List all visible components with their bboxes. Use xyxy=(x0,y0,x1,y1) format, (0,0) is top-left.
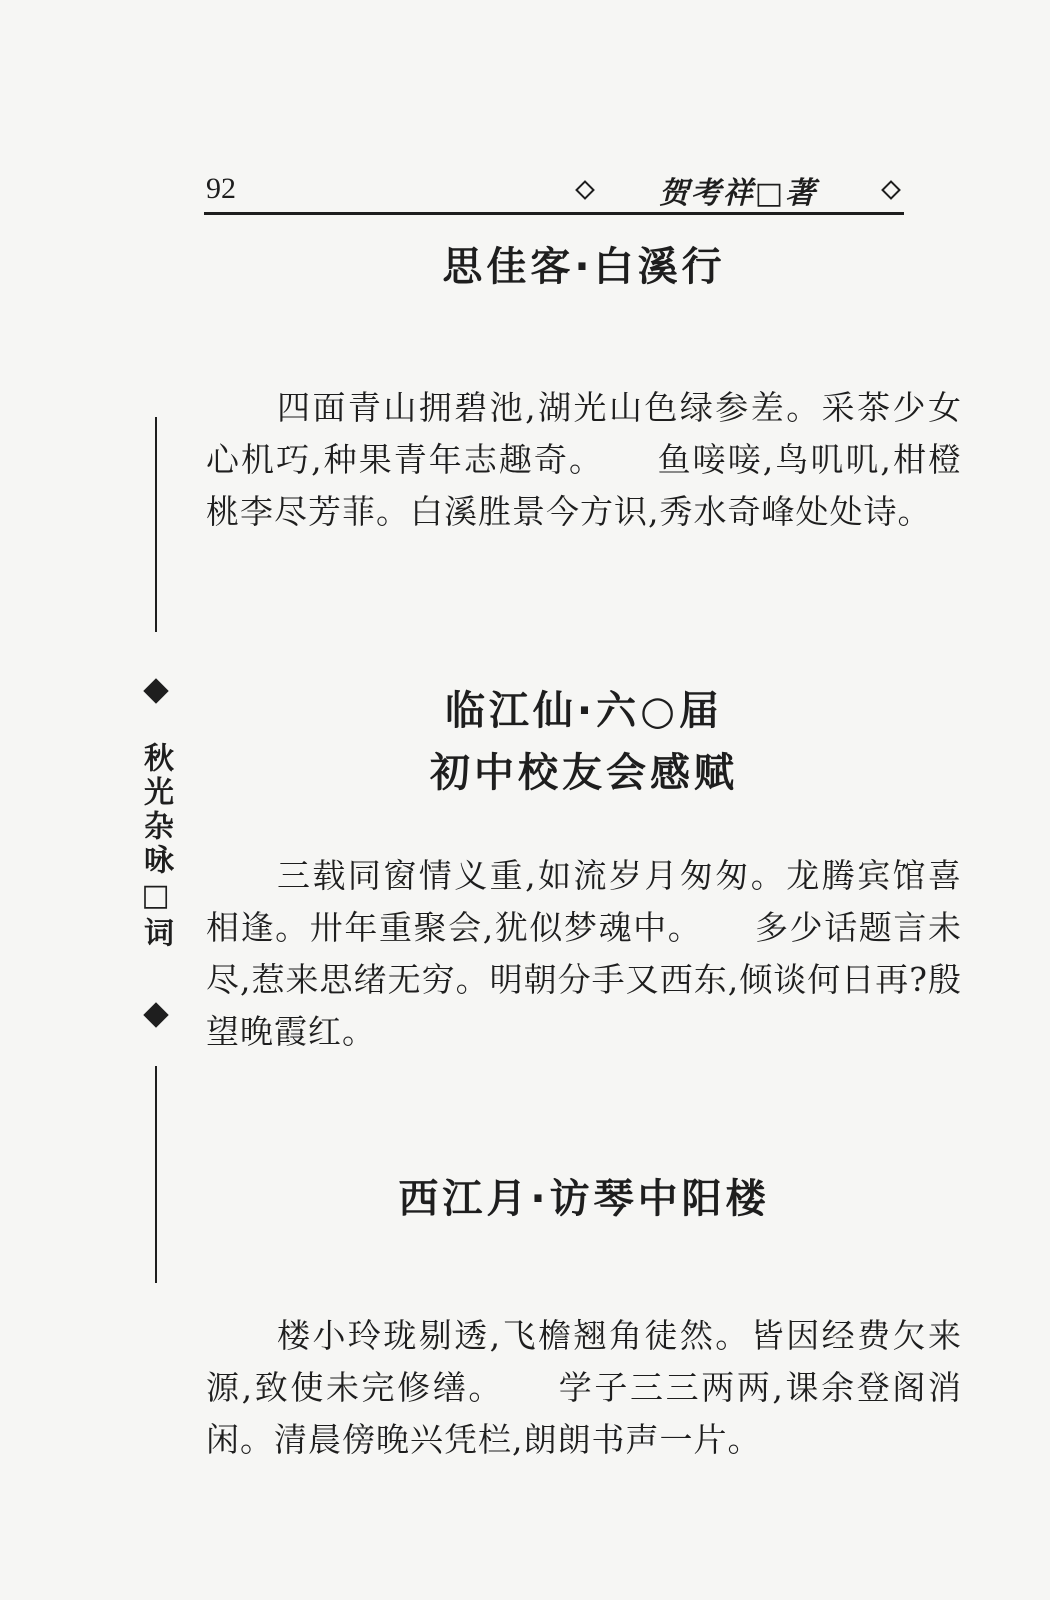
diamond-outline-icon xyxy=(575,180,595,200)
diamond-filled-icon xyxy=(143,678,168,703)
poem-text: 楼小玲珑剔透,飞檐翘角徒然。皆因经费欠来源,致使未完修缮。 学子三三两两,课余登阁消闲。清晨傍晚兴凭栏,朗朗书声一片。 xyxy=(206,1316,962,1459)
side-rule-top xyxy=(155,417,157,632)
poem-title-line-1: 临江仙·六○届 xyxy=(444,688,724,734)
author-name: 贺考祥□著 xyxy=(658,176,818,211)
page-number: 92 xyxy=(206,172,236,205)
poem-text: 三载同窗情义重,如流岁月匆匆。龙腾宾馆喜相逢。卅年重聚会,犹似梦魂中。 多少话题言未尽,惹来思绪无穷。明朝分手又西东,倾谈何日再?殷望晚霞红。 xyxy=(206,856,962,1051)
poem-text: 四面青山拥碧池,湖光山色绿参差。采茶少女心机巧,种果青年志趣奇。 鱼唼唼,鸟叽叽,柑橙桃李尽芳菲。白溪胜景今方识,秀水奇峰处处诗。 xyxy=(206,388,962,531)
book-title-vertical: 秋光杂咏□词 xyxy=(138,742,173,951)
poem-section xyxy=(206,680,962,1058)
diamond-outline-icon xyxy=(881,180,901,200)
header-rule xyxy=(204,212,904,215)
poem-title: 西江月·访琴中阳楼 xyxy=(398,1176,770,1222)
side-rule-bottom xyxy=(155,1066,157,1283)
diamond-filled-icon xyxy=(143,1002,168,1027)
poem-section xyxy=(206,1168,962,1466)
running-header xyxy=(578,170,898,210)
poem-title: 思佳客·白溪行 xyxy=(442,244,726,290)
poem-title-line-2: 初中校友会感赋 xyxy=(430,750,738,796)
poem-section xyxy=(206,236,962,538)
